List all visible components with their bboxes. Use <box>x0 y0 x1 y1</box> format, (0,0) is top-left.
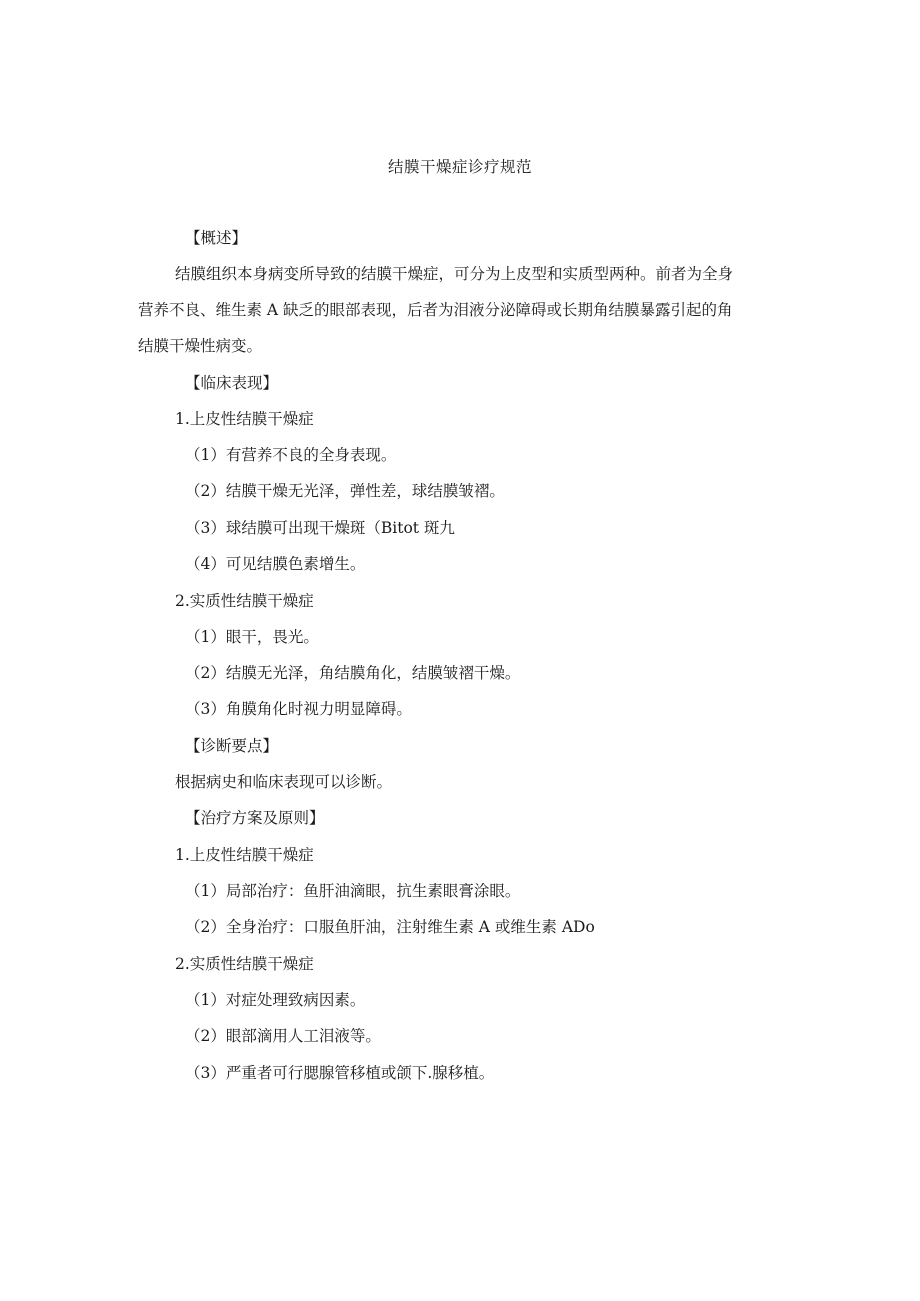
treatment-heading: 【治疗方案及原则】 <box>185 809 325 827</box>
list-item: （1）对症处理致病因素。 <box>185 991 366 1009</box>
list-item: （1）有营养不良的全身表现。 <box>185 446 397 464</box>
list-item: （3）严重者可行腮腺管移植或颌下.腺移植。 <box>185 1064 495 1082</box>
list-item: （2）全身治疗：口服鱼肝油，注射维生素 A 或维生素 ADo <box>185 918 595 936</box>
list-item: （3）角膜角化时视力明显障碍。 <box>185 700 412 718</box>
treatment-parenchymal-title: 2.实质性结膜干燥症 <box>175 955 314 973</box>
treatment-epithelial-title: 1.上皮性结膜干燥症 <box>175 846 314 864</box>
list-item: （4）可见结膜色素增生。 <box>185 555 366 573</box>
overview-paragraph-line-3: 结膜干燥性病变。 <box>138 337 263 355</box>
list-item: （3）球结膜可出现干燥斑（Bitot 斑九 <box>185 519 455 537</box>
list-item: （2）结膜无光泽，角结膜角化，结膜皱褶干燥。 <box>185 664 521 682</box>
list-item: （1）局部治疗：鱼肝油滴眼，抗生素眼膏涂眼。 <box>185 882 521 900</box>
clinical-epithelial-title: 1.上皮性结膜干燥症 <box>175 410 314 428</box>
list-item: （2）结膜干燥无光泽，弹性差，球结膜皱褶。 <box>185 482 505 500</box>
diagnosis-text: 根据病史和临床表现可以诊断。 <box>175 773 393 791</box>
overview-paragraph-line-1: 结膜组织本身病变所导致的结膜干燥症，可分为上皮型和实质型两种。前者为全身 <box>175 265 734 283</box>
diagnosis-heading: 【诊断要点】 <box>185 737 279 755</box>
overview-paragraph-line-2: 营养不良、维生素 A 缺乏的眼部表现，后者为泪液分泌障碍或长期角结膜暴露引起的角 <box>138 301 733 319</box>
clinical-parenchymal-title: 2.实质性结膜干燥症 <box>175 592 314 610</box>
list-item: （2）眼部滴用人工泪液等。 <box>185 1027 381 1045</box>
list-item: （1）眼干，畏光。 <box>185 628 319 646</box>
clinical-heading: 【临床表现】 <box>185 374 279 392</box>
document-title: 结膜干燥症诊疗规范 <box>387 158 532 176</box>
overview-heading: 【概述】 <box>185 229 248 247</box>
